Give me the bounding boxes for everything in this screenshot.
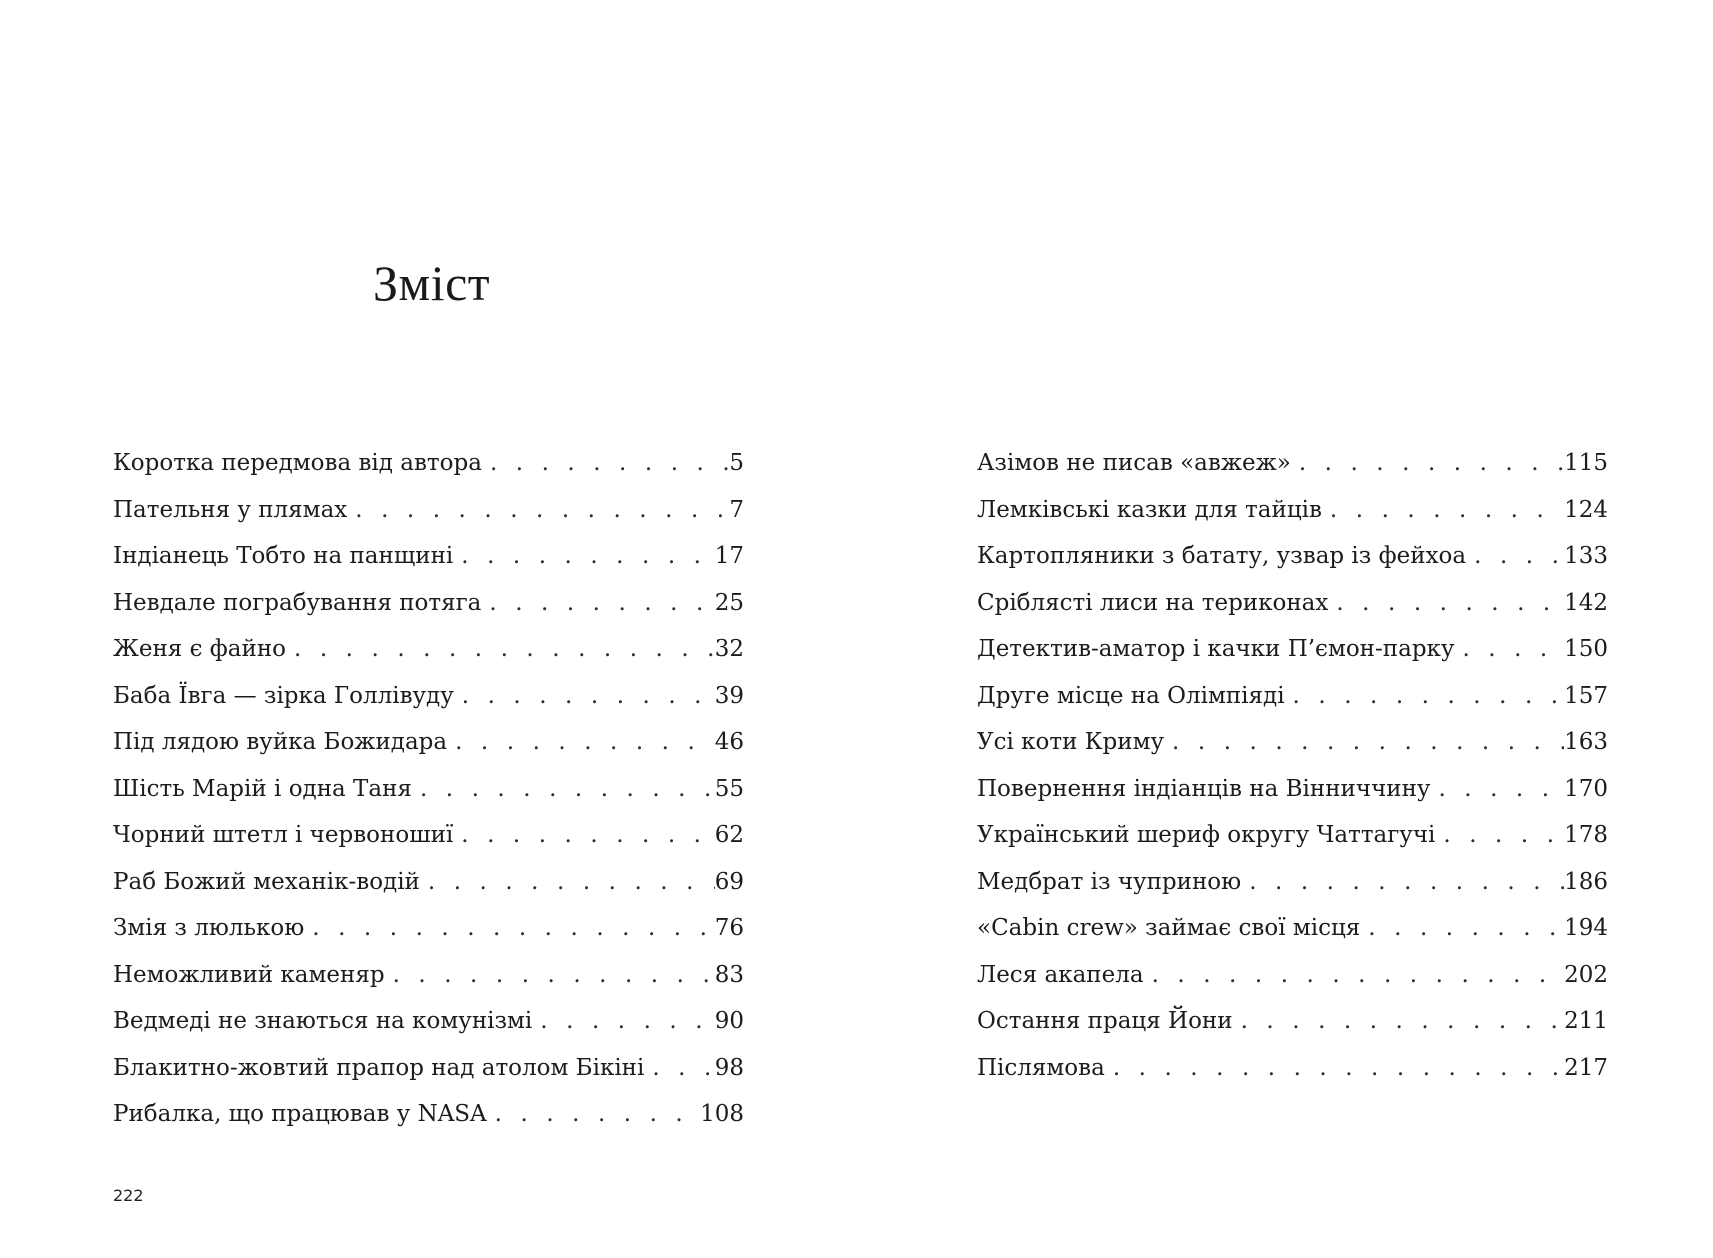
toc-entry-page: 211 [1564,1008,1608,1034]
dot-leader [1164,719,1564,766]
toc-entry-title: Картопляники з батату, узвар із фейхоа [977,543,1467,569]
dot-leader [1430,766,1564,813]
toc-entry-title: Післямова [977,1054,1105,1081]
toc-entry-title: Пательня у плямах [113,496,348,523]
toc-entry[interactable] [977,440,1608,487]
dot-leader [1233,998,1564,1045]
toc-entry-title: Український шериф округу Чаттагучі [977,822,1436,848]
toc-entry[interactable] [977,766,1608,813]
toc-entry-title: Рибалка, що працював у NASA [113,1101,487,1127]
toc-entry-title: Невдале пограбування потяга [113,589,482,616]
dot-leader [487,1091,700,1138]
dot-leader [1322,487,1564,534]
toc-entry-title: Шість Марій і одна Таня [113,775,412,802]
dot-leader [412,766,715,813]
toc-entry-title: Коротка передмова від автора [113,450,482,476]
toc-entry-title: Баба Ївга — зірка Голлівуду [113,682,454,709]
toc-entry-page: 124 [1564,496,1608,523]
dot-leader [453,533,714,580]
toc-entry[interactable] [977,905,1608,952]
toc-entry[interactable] [113,1091,744,1138]
toc-entry-title: Під лядою вуйка Божидара [113,729,448,755]
dot-leader [454,673,715,720]
toc-entry-page: 170 [1564,775,1608,802]
toc-entry-page: 108 [700,1101,744,1127]
page-number: 222 [113,1186,144,1205]
toc-entry-page: 217 [1564,1054,1608,1081]
toc-entry-page: 55 [714,775,744,802]
dot-leader [1144,952,1565,999]
toc-entry[interactable] [113,487,744,534]
toc-entry[interactable] [977,998,1608,1045]
toc-entry-title: Неможливий каменяр [113,961,385,988]
toc-entry[interactable] [113,812,744,859]
toc-entry[interactable] [977,626,1608,673]
toc-entry[interactable] [113,580,744,627]
dot-leader [481,580,714,627]
toc-entry-title: Повернення індіанців на Вінниччину [977,775,1431,802]
toc-entry[interactable] [977,1045,1608,1092]
dot-leader [447,719,715,766]
toc-column-left [113,440,744,1138]
dot-leader [1241,859,1564,906]
toc-entry-title: Азімов не писав «авжеж» [977,450,1291,476]
toc-entry-page: 83 [714,961,744,988]
toc-entry-page: 7 [729,496,744,523]
toc-entry-title: Ведмеді не знаються на комунізмі [113,1008,533,1034]
toc-entry-title: «Cabin crew» займає свої місця [977,915,1361,941]
dot-leader [1466,533,1564,580]
toc-entry[interactable] [977,580,1608,627]
dot-leader [1105,1045,1564,1092]
toc-entry-page: 186 [1564,868,1608,895]
toc-entry-title: Змія з люлькою [113,915,305,941]
toc-entry[interactable] [113,859,744,906]
toc-entry-page: 76 [714,915,744,941]
dot-leader [420,859,715,906]
page-title: Зміст [373,255,491,311]
dot-leader [304,905,714,952]
toc-entry-title: Раб Божий механік-водій [113,868,420,895]
dot-leader [1360,905,1564,952]
toc-entry[interactable] [113,719,744,766]
toc-entry-title: Друге місце на Олімпіяді [977,682,1285,709]
toc-entry[interactable] [977,812,1608,859]
dot-leader [644,1045,714,1092]
dot-leader [1291,440,1564,487]
toc-entry-title: Сріблясті лиси на териконах [977,589,1329,616]
toc-entry-page: 150 [1564,636,1608,662]
toc-entry-title: Чорний штетл і червоношиї [113,822,454,848]
toc-entry-page: 98 [714,1054,744,1081]
toc-entry[interactable] [113,952,744,999]
toc-entry-page: 69 [714,868,744,895]
toc-entry-page: 163 [1564,729,1608,755]
dot-leader [1454,626,1564,673]
toc-entry[interactable] [113,626,744,673]
toc-entry[interactable] [977,719,1608,766]
dot-leader [482,440,729,487]
toc-entry[interactable] [977,533,1608,580]
toc-entry[interactable] [977,952,1608,999]
toc-entry-page: 5 [729,450,744,476]
toc-entry-title: Остання праця Йони [977,1008,1233,1034]
toc-entry-title: Лемківські казки для тайців [977,496,1322,523]
toc-entry-page: 133 [1564,543,1608,569]
toc-entry[interactable] [113,905,744,952]
toc-entry-title: Блакитно-жовтий прапор над атолом Бікіні [113,1054,645,1081]
toc-entry[interactable] [113,1045,744,1092]
toc-entry[interactable] [113,998,744,1045]
dot-leader [532,998,714,1045]
toc-entry[interactable] [977,859,1608,906]
toc-entry-page: 62 [714,822,744,848]
dot-leader [1328,580,1564,627]
toc-entry-title: Медбрат із чуприною [977,868,1242,895]
toc-entry-page: 32 [714,636,744,662]
toc-entry-title: Женя є файно [113,636,287,662]
dot-leader [453,812,714,859]
toc-entry-page: 115 [1564,450,1608,476]
toc-entry-page: 178 [1564,822,1608,848]
toc-entry[interactable] [977,673,1608,720]
dot-leader [286,626,715,673]
toc-entry-page: 39 [714,682,744,709]
dot-leader [385,952,715,999]
toc-entry-page: 25 [714,589,744,616]
toc-entry-page: 194 [1564,915,1608,941]
toc-column-right [977,440,1608,1091]
toc-entry[interactable] [113,673,744,720]
toc-entry[interactable] [113,766,744,813]
toc-entry-title: Індіанець Тобто на панщині [113,543,454,569]
toc-entry-title: Детектив-аматор і качки П’ємон-парку [977,636,1455,662]
dot-leader [1285,673,1565,720]
toc-entry[interactable] [977,487,1608,534]
dot-leader [1435,812,1564,859]
toc-entry-page: 142 [1564,589,1608,616]
toc-entry-page: 90 [714,1008,744,1034]
toc-entry[interactable] [113,533,744,580]
toc-entry-title: Усі коти Криму [977,729,1165,755]
toc-entry-title: Леся акапела [977,961,1144,988]
toc-entry[interactable] [113,440,744,487]
toc-entry-page: 157 [1564,682,1608,709]
toc-entry-page: 17 [714,543,744,569]
dot-leader [347,487,729,534]
toc-entry-page: 202 [1564,961,1608,988]
toc-entry-page: 46 [714,729,744,755]
